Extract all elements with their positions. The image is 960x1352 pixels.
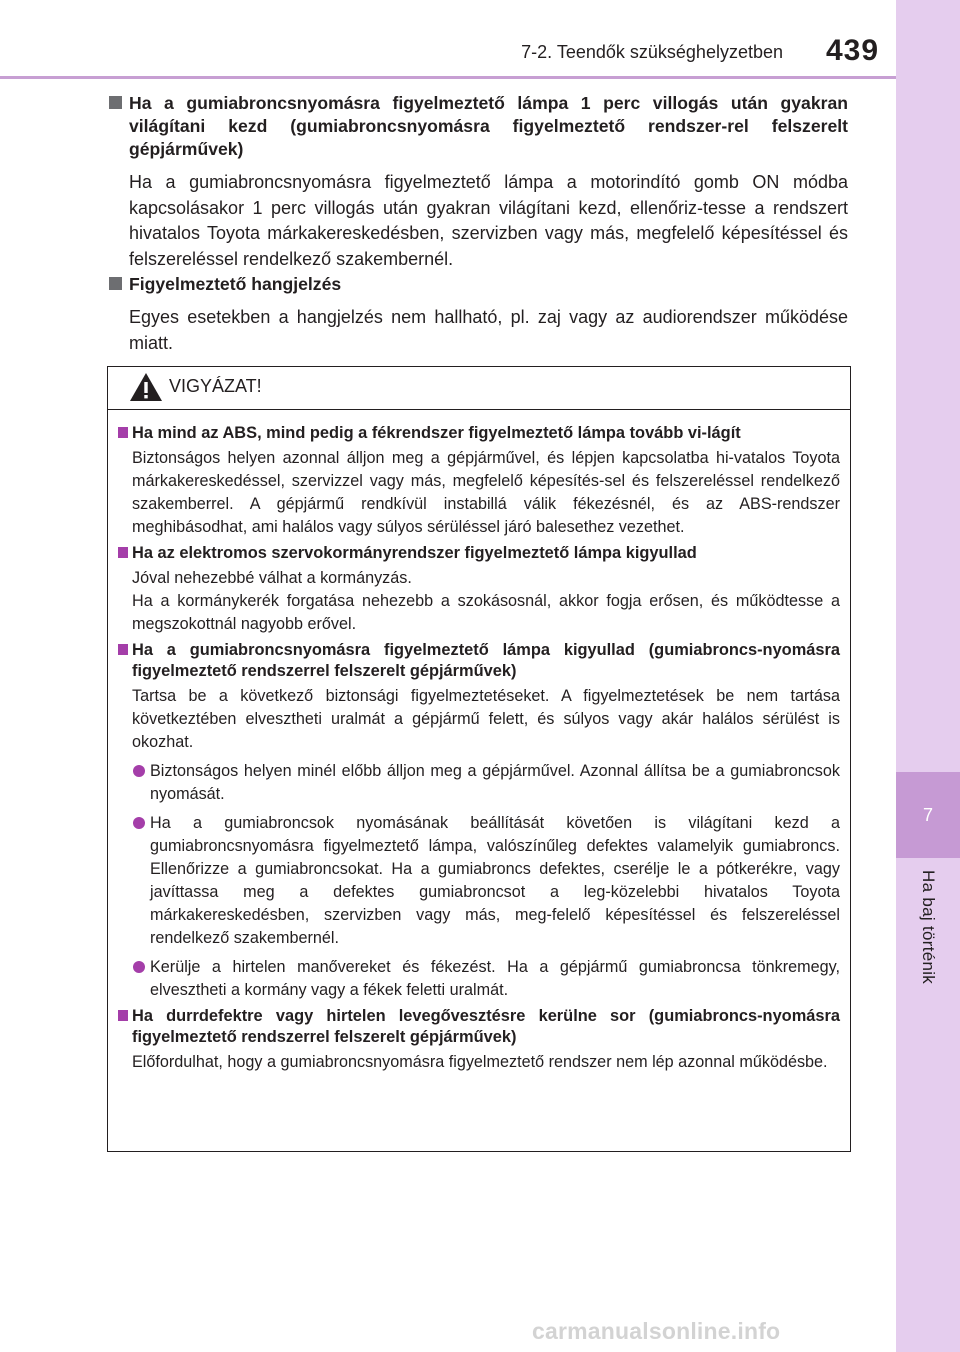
chapter-number: 7	[922, 804, 933, 825]
caution-item-body: Jóval nehezebbé válhat a kormányzás. Ha a kormánykerék forgatása nehezebb a szokásosnál, akkor fogja erősen, és működtesse a megszokottnál nagyobb erővel.	[132, 569, 840, 633]
section-heading: Figyelmeztető hangjelzés	[108, 273, 848, 296]
header-divider	[0, 76, 896, 79]
caution-item-body: Tartsa be a következő biztonsági figyelmeztetéseket. A figyelmeztetések be nem tartása következtében elvesztheti uralmát a gépjármű felett, és súlyos vagy akár halálos sérülést is okozhat.	[132, 687, 840, 751]
caution-title: VIGYÁZAT!	[169, 376, 262, 396]
section-tire-pressure-blinking	[108, 92, 848, 272]
section-body: Egyes esetekben a hangjelzés nem hallható, pl. zaj vagy az audiorendszer működése miatt.	[129, 307, 848, 353]
caution-item-body: Előfordulhat, hogy a gumiabroncsnyomásra figyelmeztető rendszer nem lép azonnal működésbe.	[132, 1053, 828, 1071]
page-number: 439	[826, 34, 880, 67]
caution-box	[107, 366, 851, 1152]
circle-bullet-icon	[133, 961, 145, 973]
watermark-text: carmanualsonline.info	[532, 1318, 781, 1344]
circle-bullet-icon	[133, 817, 145, 829]
caution-item-tpms	[118, 640, 840, 1002]
caution-item-eps	[118, 543, 840, 636]
caution-item-heading: Ha durrdefektre vagy hirtelen levegővesztésre kerülne sor (gumiabroncs-nyomásra figyelmeztető rendszerrel felszerelt gépjárművek)	[118, 1006, 840, 1048]
caution-item-heading: Ha mind az ABS, mind pedig a fékrendszer figyelmeztető lámpa tovább vi-lágít	[118, 423, 840, 444]
running-header-title: 7-2. Teendők szükséghelyzetben	[521, 42, 783, 62]
square-bullet-icon	[109, 96, 122, 109]
chapter-side-tab	[896, 0, 960, 1352]
chapter-number-box	[896, 772, 960, 858]
caution-item-abs	[118, 423, 840, 539]
caution-item-heading: Ha a gumiabroncsnyomásra figyelmeztető lámpa kigyullad (gumiabroncs-nyomásra figyelmeztető rendszerrel felszerelt gépjárművek)	[118, 640, 840, 682]
caution-item-heading: Ha az elektromos szervokormányrendszer figyelmeztető lámpa kigyullad	[118, 543, 840, 564]
circle-bullet-icon	[133, 765, 145, 777]
section-heading: Ha a gumiabroncsnyomásra figyelmeztető lámpa 1 perc villogás után gyakran világítani kezd (gumiabroncsnyomásra figyelmeztető rendszer-rel felszerelt gépjárművek)	[108, 92, 848, 161]
section-warning-buzzer	[108, 273, 848, 356]
purple-square-icon	[118, 1010, 128, 1021]
purple-square-icon	[118, 644, 128, 655]
caution-item-blowout	[118, 1006, 840, 1074]
square-bullet-icon	[109, 277, 122, 290]
caution-content	[118, 423, 840, 1078]
chapter-label: Ha baj történik	[919, 870, 938, 985]
caution-item-body: Biztonságos helyen azonnal álljon meg a gépjárművel, és lépjen kapcsolatba hi-vatalos Toyota márkakereskedéssel, szervizzel vagy más, megfelelő képesítés-sel és felszereléssel rendelkező szakemberrel. A gépjármű rendkívül instabillá válik fékezésnél, és az ABS-rendszer meghibásodhat, ami halálos vagy súlyos sérüléssel járó balesethez vezethet.	[132, 449, 840, 536]
bullet-item: Biztonságos helyen minél előbb álljon meg a gépjárművel. Azonnal állítsa be a gumiabroncsok nyomását.	[118, 760, 840, 806]
warning-triangle-icon	[128, 371, 164, 403]
purple-square-icon	[118, 547, 128, 558]
section-body: Ha a gumiabroncsnyomásra figyelmeztető lámpa a motorindító gomb ON módba kapcsolásakor 1 perc villogás után gyakran világítani kezd, ellenőriz-tesse a rendszert hivatalos Toyota márkakereskedésben, szervizben vagy más, megfelelő képesítéssel és felszereléssel rendelkező szakembernél.	[129, 172, 848, 269]
bullet-item: Ha a gumiabroncsok nyomásának beállítását követően is világítani kezd a gumiabroncsnyomásra figyelmeztető lámpa, valószínűleg defektes valamelyik gumiabroncs. Ellenőrizze a gumiabroncsokat. Ha a gumiabroncs defektes, cserélje le a pótkerékre, vagy javíttassa meg a defektes gumiabroncsot a leg-közelebbi hivatalos Toyota márkakereskedésben, szervizben vagy más, meg-felelő képesítéssel és felszereléssel rendelkező szakembernél.	[118, 812, 840, 950]
purple-square-icon	[118, 427, 128, 438]
bullet-item: Kerülje a hirtelen manővereket és fékezést. Ha a gépjármű gumiabroncsa tönkremegy, elvesztheti a kormány vagy a fékek feletti uralmát.	[118, 956, 840, 1002]
caution-header	[108, 367, 850, 410]
